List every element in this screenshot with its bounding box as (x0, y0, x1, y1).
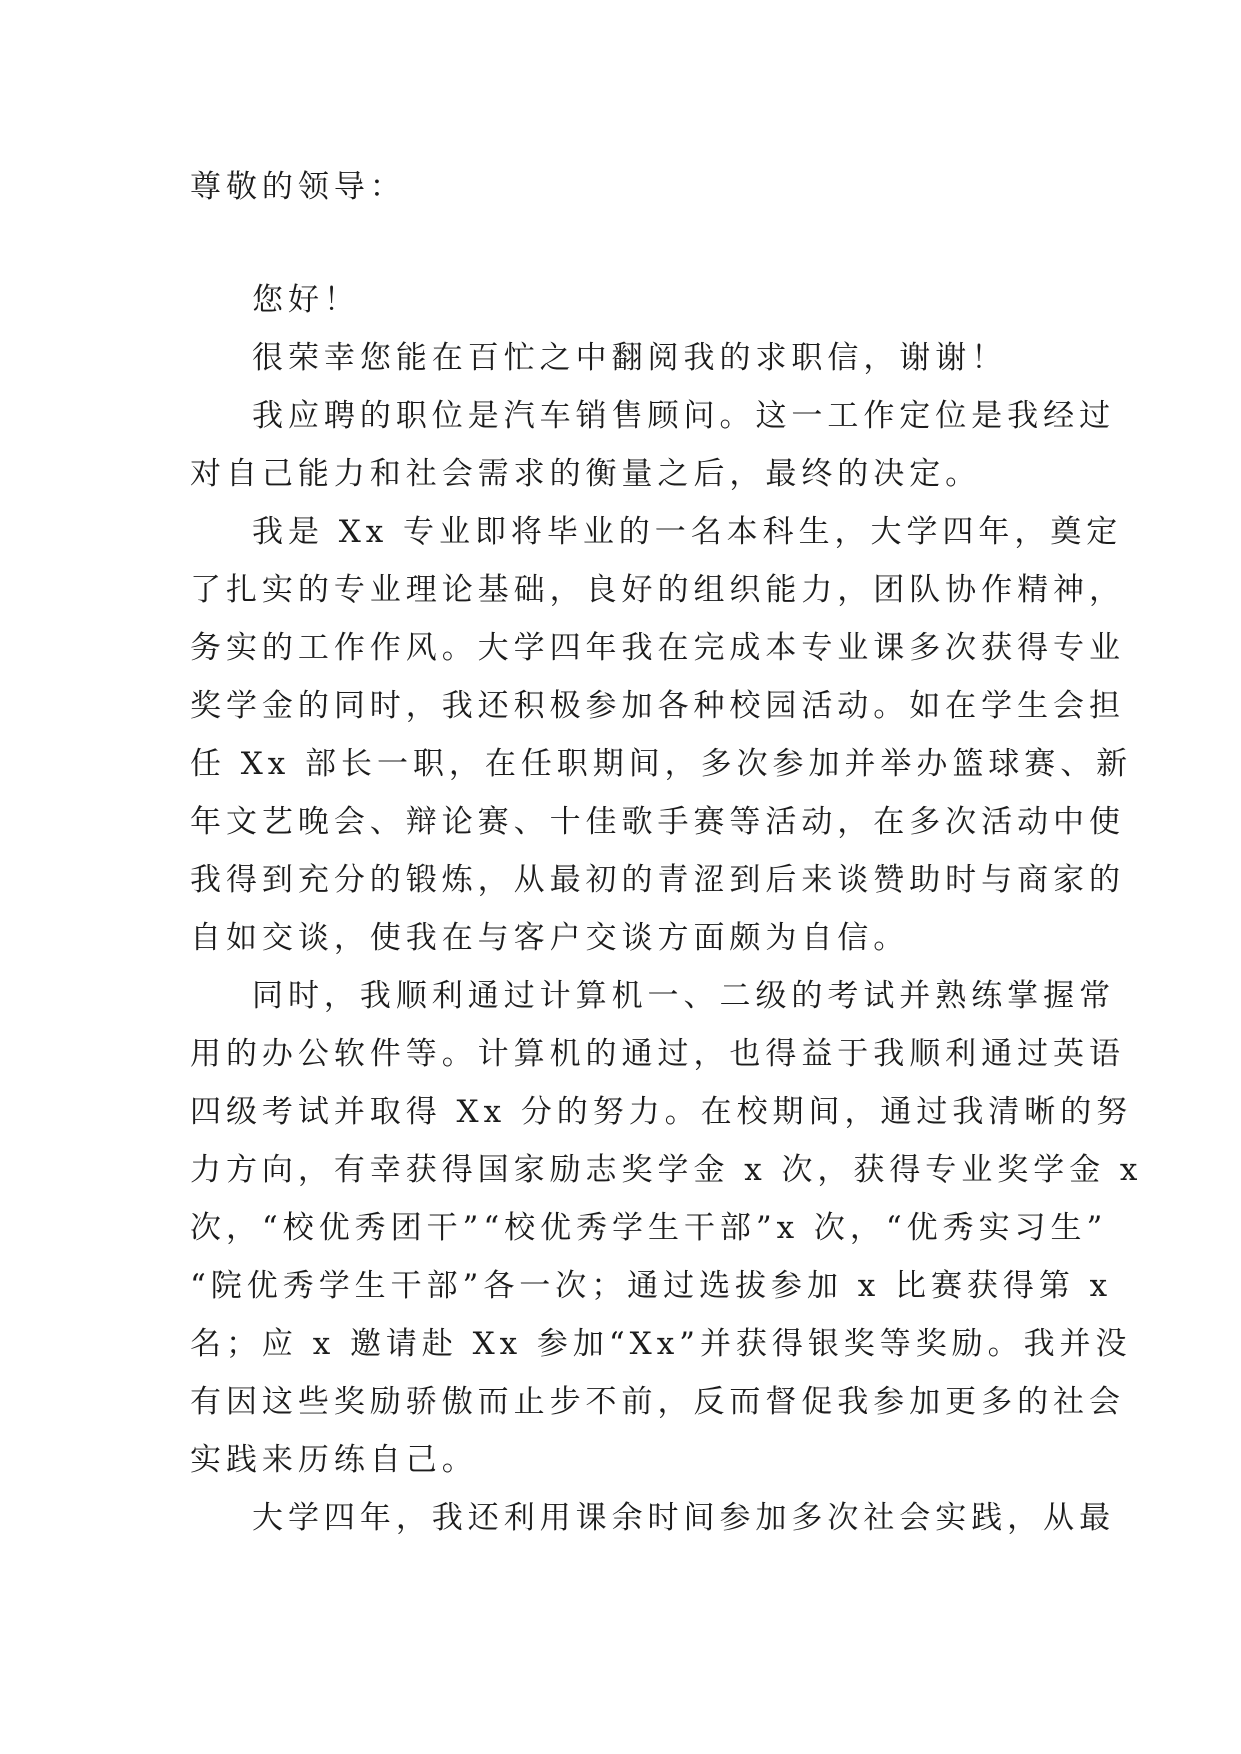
paragraph-line: 我得到充分的锻炼，从最初的青涩到后来谈赞助时与商家的 (190, 862, 1125, 898)
paragraph-line: “院优秀学生干部”各一次；通过选拔参加 x 比赛获得第 x (190, 1268, 1113, 1304)
paragraph-line: 对自己能力和社会需求的衡量之后，最终的决定。 (190, 456, 982, 492)
paragraph (190, 387, 1116, 503)
paragraph-line: 很荣幸您能在百忙之中翻阅我的求职信，谢谢！ (252, 340, 1008, 376)
paragraph-line: 年文艺晚会、辩论赛、十佳歌手赛等活动，在多次活动中使 (190, 804, 1125, 840)
paragraph-line: 自如交谈，使我在与客户交谈方面颇为自信。 (190, 920, 910, 956)
salutation: 尊敬的领导： (190, 169, 406, 205)
paragraph-line: 大学四年，我还利用课余时间参加多次社会实践，从最 (252, 1500, 1116, 1536)
paragraphs (190, 329, 1143, 1547)
paragraph (190, 967, 1143, 1489)
paragraph-line: 次，“校优秀团干”“校优秀学生干部”x 次，“优秀实习生” (190, 1210, 1108, 1246)
paragraph-line: 务实的工作作风。大学四年我在完成本专业课多次获得专业 (190, 630, 1125, 666)
paragraph-line: 了扎实的专业理论基础，良好的组织能力，团队协作精神， (190, 572, 1125, 608)
paragraph-line: 名；应 x 邀请赴 Xx 参加“Xx”并获得银奖等奖励。我并没 (190, 1326, 1132, 1362)
paragraph (190, 329, 1060, 387)
paragraph-line: 奖学金的同时，我还积极参加各种校园活动。如在学生会担 (190, 688, 1125, 724)
paragraph (190, 503, 1133, 967)
greeting: 您好！ (252, 282, 360, 318)
paragraph-line: 同时，我顺利通过计算机一、二级的考试并熟练掌握常 (252, 978, 1116, 1014)
paragraph-line: 用的办公软件等。计算机的通过，也得益于我顺利通过英语 (190, 1036, 1125, 1072)
paragraph-line: 力方向，有幸获得国家励志奖学金 x 次，获得专业奖学金 x (190, 1152, 1143, 1188)
letter-body (190, 158, 1143, 1547)
paragraph-line: 四级考试并取得 Xx 分的努力。在校期间，通过我清晰的努 (190, 1094, 1133, 1130)
paragraph-line: 我是 Xx 专业即将毕业的一名本科生，大学四年，奠定 (252, 514, 1123, 550)
paragraph-line: 我应聘的职位是汽车销售顾问。这一工作定位是我经过 (252, 398, 1116, 434)
paragraph (190, 1489, 1116, 1547)
paragraph-line: 实践来历练自己。 (190, 1442, 478, 1478)
paragraph-line: 任 Xx 部长一职，在任职期间，多次参加并举办篮球赛、新 (190, 746, 1133, 782)
paragraph-line: 有因这些奖励骄傲而止步不前，反而督促我参加更多的社会 (190, 1384, 1125, 1420)
